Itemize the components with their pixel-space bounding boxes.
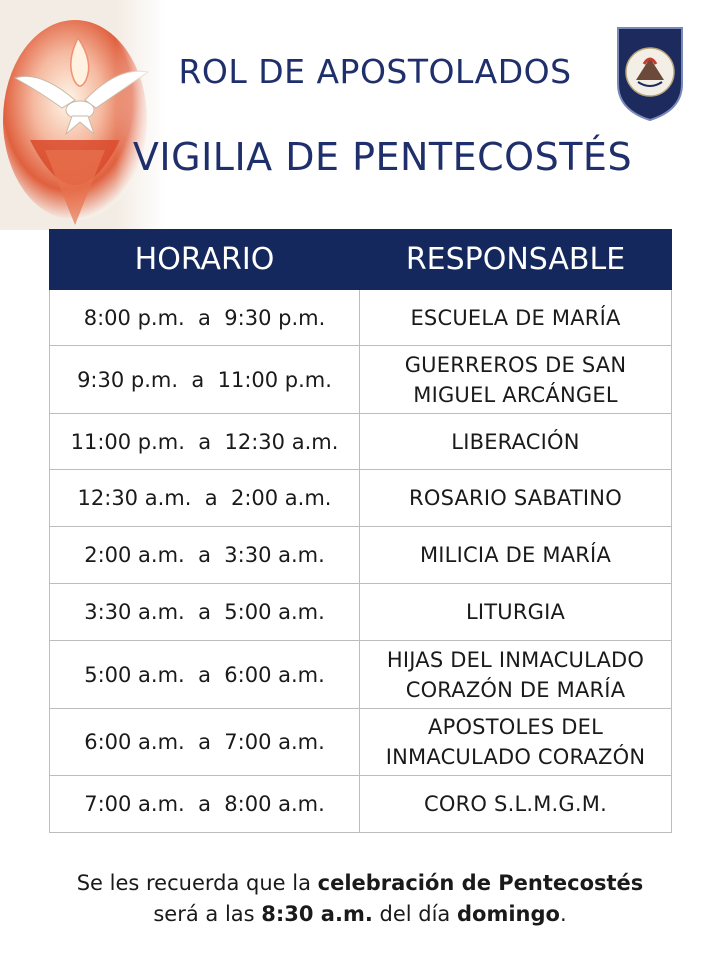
holy-spirit-dove-icon <box>0 0 165 230</box>
table-row <box>50 470 672 527</box>
responsible-line: LITURGIA <box>465 600 566 624</box>
reminder-text: Se les recuerda que la <box>76 871 318 895</box>
time-cell: 8:00 p.m. a 9:30 p.m. <box>50 290 360 346</box>
page-title: ROL DE APOSTOLADOS <box>178 52 572 91</box>
reminder-emphasis: 8:30 a.m. <box>261 902 373 926</box>
reminder-note <box>30 868 690 930</box>
responsible-cell <box>360 346 672 414</box>
reminder-text: . <box>559 902 567 926</box>
column-header-horario: HORARIO <box>50 230 360 290</box>
responsible-line: APOSTOLES DEL <box>428 715 603 739</box>
responsible-line: GUERREROS DE SAN <box>404 352 627 377</box>
table-row <box>50 709 672 776</box>
table-row <box>50 641 672 709</box>
column-header-responsable: RESPONSABLE <box>360 230 672 290</box>
responsible-cell <box>360 709 672 776</box>
table-header-row <box>50 230 672 290</box>
responsible-cell <box>360 470 672 527</box>
table-row <box>50 346 672 414</box>
responsible-cell <box>360 290 672 346</box>
responsible-line: ROSARIO SABATINO <box>409 486 622 510</box>
responsible-cell <box>360 641 672 709</box>
time-cell: 3:30 a.m. a 5:00 a.m. <box>50 584 360 641</box>
responsible-line: ESCUELA DE MARÍA <box>410 305 621 330</box>
table-row <box>50 776 672 833</box>
schedule-table <box>49 229 672 833</box>
page-subtitle: VIGILIA DE PENTECOSTÉS <box>132 135 633 179</box>
table-row <box>50 584 672 641</box>
reminder-emphasis: celebración de Pentecostés <box>317 871 644 895</box>
time-cell: 9:30 p.m. a 11:00 p.m. <box>50 346 360 414</box>
table-row <box>50 527 672 584</box>
reminder-text: del día <box>372 902 457 926</box>
table-row <box>50 290 672 346</box>
time-cell: 5:00 a.m. a 6:00 a.m. <box>50 641 360 709</box>
reminder-text: será a las <box>153 902 262 926</box>
responsible-line: MIGUEL ARCÁNGEL <box>413 382 618 407</box>
responsible-line: HIJAS DEL INMACULADO <box>386 647 645 672</box>
time-cell: 6:00 a.m. a 7:00 a.m. <box>50 709 360 776</box>
responsible-cell <box>360 414 672 470</box>
table-row <box>50 414 672 470</box>
responsible-line: LIBERACIÓN <box>451 429 580 454</box>
time-cell: 2:00 a.m. a 3:30 a.m. <box>50 527 360 584</box>
order-crest-icon <box>614 24 686 122</box>
responsible-line: CORAZÓN DE MARÍA <box>405 677 626 702</box>
time-cell: 7:00 a.m. a 8:00 a.m. <box>50 776 360 833</box>
time-cell: 12:30 a.m. a 2:00 a.m. <box>50 470 360 527</box>
time-cell: 11:00 p.m. a 12:30 a.m. <box>50 414 360 470</box>
responsible-line: MILICIA DE MARÍA <box>419 543 612 567</box>
responsible-line: INMACULADO CORAZÓN <box>385 745 646 769</box>
responsible-cell <box>360 584 672 641</box>
responsible-cell <box>360 776 672 833</box>
responsible-cell <box>360 527 672 584</box>
responsible-line: CORO S.L.M.G.M. <box>424 792 607 816</box>
reminder-emphasis: domingo <box>456 902 560 926</box>
